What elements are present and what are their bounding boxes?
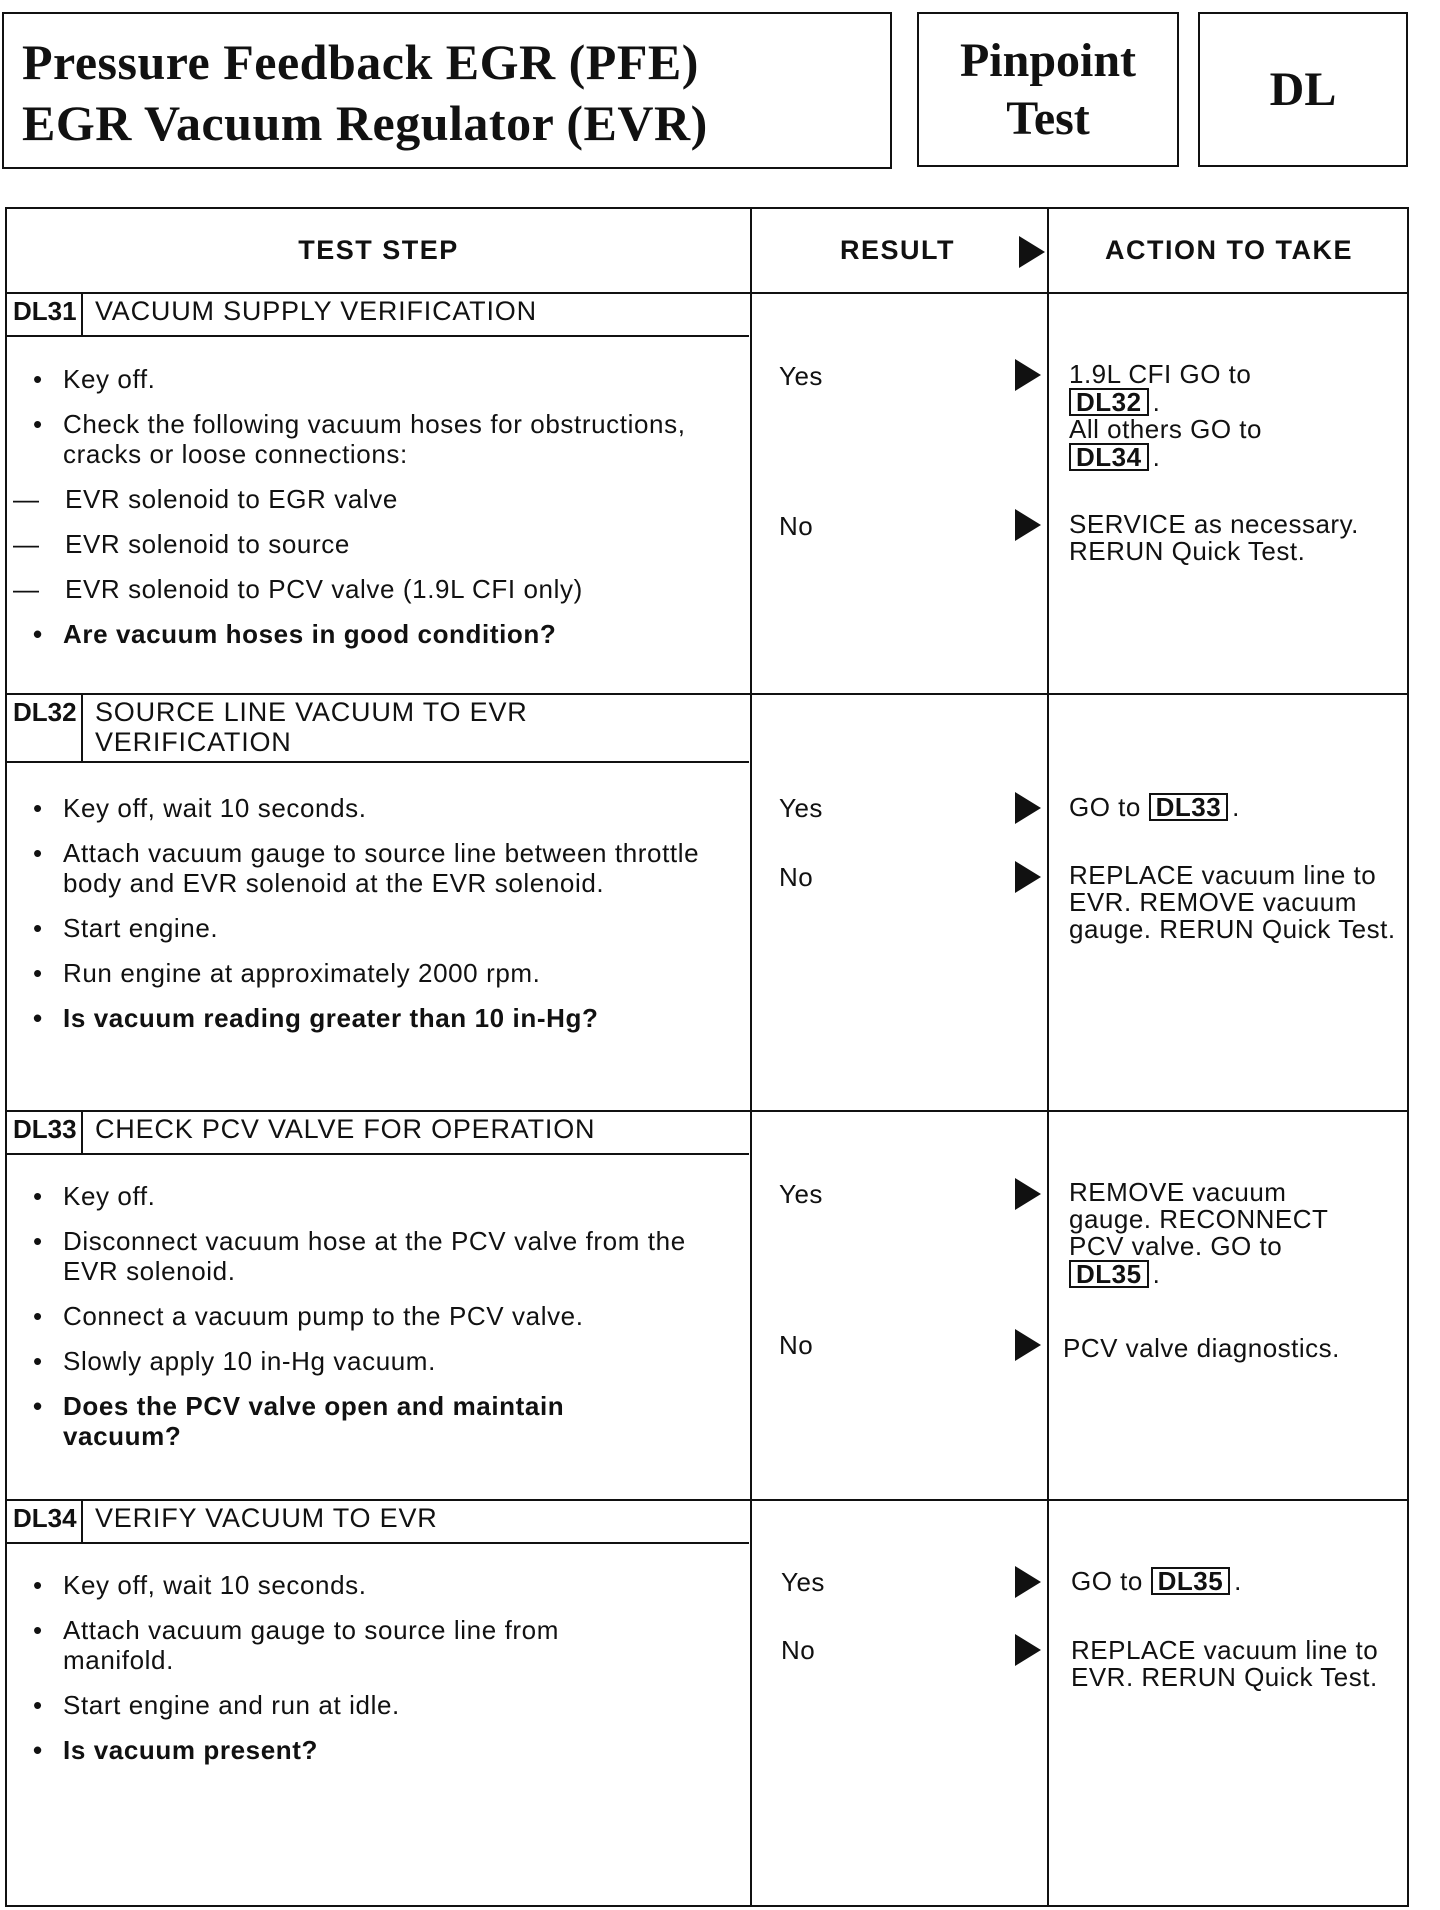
section-code: DL34 xyxy=(7,1501,83,1542)
step-ref: DL33 xyxy=(1149,793,1229,821)
result-no: No xyxy=(779,511,814,541)
step-item: • Start engine and run at idle. xyxy=(33,1690,400,1720)
step-ref: DL35 xyxy=(1151,1567,1231,1595)
steps-dl32 xyxy=(33,793,733,1048)
action-yes: REMOVE vacuum gauge. RECONNECT PCV valve. GO to DL35 . xyxy=(1069,1177,1328,1289)
section-name: VACUUM SUPPLY VERIFICATION xyxy=(95,296,537,326)
action-no: SERVICE as necessary. RERUN Quick Test. xyxy=(1069,509,1359,566)
pinpoint-line-2: Test xyxy=(1006,91,1090,145)
step-item: • Connect a vacuum pump to the PCV valve. xyxy=(33,1301,584,1331)
section-title-dl31 xyxy=(7,294,749,337)
step-item: • Run engine at approximately 2000 rpm. xyxy=(33,958,541,988)
section-code: DL32 xyxy=(7,695,83,761)
result-yes: Yes xyxy=(781,1567,825,1597)
action-no: REPLACE vacuum line to EVR. RERUN Quick Test. xyxy=(1071,1635,1379,1692)
result-no: No xyxy=(779,1330,814,1360)
test-code: DL xyxy=(1269,63,1337,116)
step-ref: DL32 xyxy=(1069,388,1149,416)
steps-dl34 xyxy=(33,1570,733,1780)
title-line-1: Pressure Feedback EGR (PFE) xyxy=(22,34,699,90)
step-subitem: — EVR solenoid to EGR valve xyxy=(13,484,398,514)
step-item: • Key off. xyxy=(33,1181,156,1211)
action-no: REPLACE vacuum line to EVR. REMOVE vacuum gauge. RERUN Quick Test. xyxy=(1069,860,1396,944)
step-item: • Attach vacuum gauge to source line between throttle body and EVR solenoid at the EVR solenoid. xyxy=(33,838,700,898)
action-no: PCV valve diagnostics. xyxy=(1063,1333,1340,1363)
title-line-2: EGR Vacuum Regulator (EVR) xyxy=(22,95,708,151)
steps-dl31 xyxy=(13,364,733,664)
step-question: • Does the PCV valve open and maintain vacuum? xyxy=(33,1391,565,1451)
step-item: • Check the following vacuum hoses for obstructions, cracks or loose connections: xyxy=(33,409,686,469)
result-yes: Yes xyxy=(779,1179,823,1209)
step-item: • Key off. xyxy=(33,364,156,394)
action-yes: GO to DL35 . xyxy=(1071,1566,1242,1596)
result-yes: Yes xyxy=(779,793,823,823)
step-subitem: — EVR solenoid to PCV valve (1.9L CFI only) xyxy=(13,574,583,604)
header-action: ACTION TO TAKE xyxy=(1105,235,1353,265)
step-item: • Attach vacuum gauge to source line from manifold. xyxy=(33,1615,559,1675)
column-divider-1 xyxy=(750,209,752,1905)
step-subitem: — EVR solenoid to source xyxy=(13,529,350,559)
section-code: DL31 xyxy=(7,294,83,335)
title-box xyxy=(2,12,892,169)
header-test-step: TEST STEP xyxy=(298,235,459,265)
header-result: RESULT xyxy=(840,235,955,265)
arrow-icon xyxy=(1015,359,1041,391)
arrow-icon xyxy=(1015,792,1041,824)
section-name: VERIFY VACUUM TO EVR xyxy=(95,1503,438,1533)
section-title-dl32 xyxy=(7,695,749,763)
test-code-box xyxy=(1198,12,1408,167)
step-question: • Is vacuum reading greater than 10 in-Hg? xyxy=(33,1003,599,1033)
step-ref: DL35 xyxy=(1069,1260,1149,1288)
pinpoint-line-1: Pinpoint xyxy=(959,33,1137,87)
step-item: • Key off, wait 10 seconds. xyxy=(33,1570,367,1600)
header-arrow-icon xyxy=(1019,236,1045,268)
arrow-icon xyxy=(1015,1634,1041,1666)
section-name: CHECK PCV VALVE FOR OPERATION xyxy=(95,1114,596,1144)
steps-dl33 xyxy=(33,1181,733,1466)
arrow-icon xyxy=(1015,1566,1041,1598)
section-name: SOURCE LINE VACUUM TO EVR VERIFICATION xyxy=(95,697,528,757)
action-yes: 1.9L CFI GO to DL32 . All others GO to DL34 . xyxy=(1069,359,1262,472)
section-title-dl34 xyxy=(7,1501,749,1544)
arrow-icon xyxy=(1015,1178,1041,1210)
result-yes: Yes xyxy=(779,361,823,391)
step-item: • Slowly apply 10 in-Hg vacuum. xyxy=(33,1346,436,1376)
result-no: No xyxy=(781,1635,816,1665)
pinpoint-box xyxy=(917,12,1179,167)
step-ref: DL34 xyxy=(1069,443,1149,471)
arrow-icon xyxy=(1015,509,1041,541)
step-item: • Disconnect vacuum hose at the PCV valve from the EVR solenoid. xyxy=(33,1226,686,1286)
action-yes: GO to DL33 . xyxy=(1069,792,1240,822)
result-no: No xyxy=(779,862,814,892)
pinpoint-table xyxy=(5,207,1409,1907)
step-item: • Start engine. xyxy=(33,913,219,943)
arrow-icon xyxy=(1015,1329,1041,1361)
step-question: • Are vacuum hoses in good condition? xyxy=(33,619,557,649)
column-divider-2 xyxy=(1047,209,1049,1905)
arrow-icon xyxy=(1015,861,1041,893)
section-title-dl33 xyxy=(7,1112,749,1155)
step-question: • Is vacuum present? xyxy=(33,1735,318,1765)
section-code: DL33 xyxy=(7,1112,83,1153)
step-item: • Key off, wait 10 seconds. xyxy=(33,793,367,823)
